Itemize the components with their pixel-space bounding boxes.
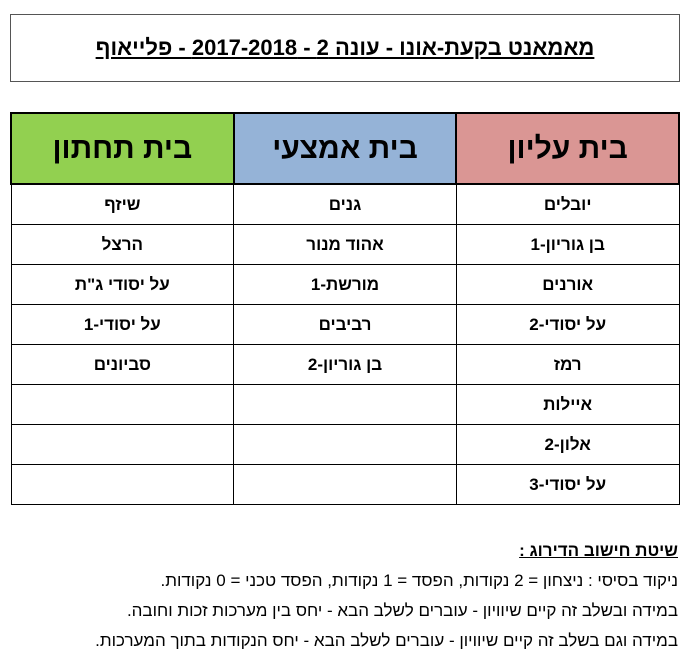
team-cell: על יסודי-2 <box>456 305 679 345</box>
team-cell: על יסודי-3 <box>456 465 679 505</box>
table-row <box>11 425 679 465</box>
houses-header-row <box>11 113 679 184</box>
table-row <box>11 465 679 505</box>
page-title: מאמאנט בקעת-אונו - עונה 2 - 2017-2018 - פלייאוף <box>95 35 595 60</box>
house-header-top: בית עליון <box>456 113 679 184</box>
table-row <box>11 225 679 265</box>
houses-table <box>10 112 680 505</box>
team-cell: בן גוריון-1 <box>456 225 679 265</box>
team-cell: אלון-2 <box>456 425 679 465</box>
team-cell <box>11 385 234 425</box>
table-row <box>11 265 679 305</box>
team-cell: על יסודי-1 <box>11 305 234 345</box>
team-cell: אהוד מנור <box>234 225 457 265</box>
team-cell: סביונים <box>11 345 234 385</box>
house-header-middle: בית אמצעי <box>234 113 457 184</box>
scoring-line: במידה וגם בשלב זה קיים שיוויון - עוברים לשלב הבא - יחס הנקודות בתוך המערכות. <box>95 631 678 650</box>
team-cell <box>234 465 457 505</box>
title-box <box>10 14 680 82</box>
team-cell: איילות <box>456 385 679 425</box>
house-header-bottom: בית תחתון <box>11 113 234 184</box>
scoring-line: במידה ובשלב זה קיים שיוויון - עוברים לשלב הבא - יחס בין מערכות זכות וחובה. <box>126 601 678 620</box>
scoring-notes <box>8 536 678 656</box>
table-row <box>11 305 679 345</box>
scoring-heading: שיטת חישוב הדירוג : <box>519 541 678 560</box>
team-cell <box>234 425 457 465</box>
table-row <box>11 385 679 425</box>
team-cell <box>234 385 457 425</box>
team-cell <box>11 465 234 505</box>
team-cell: יובלים <box>456 184 679 225</box>
team-cell: הרצל <box>11 225 234 265</box>
table-row <box>11 345 679 385</box>
team-cell: רמז <box>456 345 679 385</box>
team-cell: רביבים <box>234 305 457 345</box>
team-cell <box>11 425 234 465</box>
team-cell: על יסודי ג"ת <box>11 265 234 305</box>
table-row <box>11 184 679 225</box>
team-cell: שיזף <box>11 184 234 225</box>
scoring-line: ניקוד בסיסי : ניצחון = 2 נקודות, הפסד = 1 נקודות, הפסד טכני = 0 נקודות. <box>160 571 678 590</box>
team-cell: מורשת-1 <box>234 265 457 305</box>
team-cell: בן גוריון-2 <box>234 345 457 385</box>
team-cell: אורנים <box>456 265 679 305</box>
team-cell: גנים <box>234 184 457 225</box>
